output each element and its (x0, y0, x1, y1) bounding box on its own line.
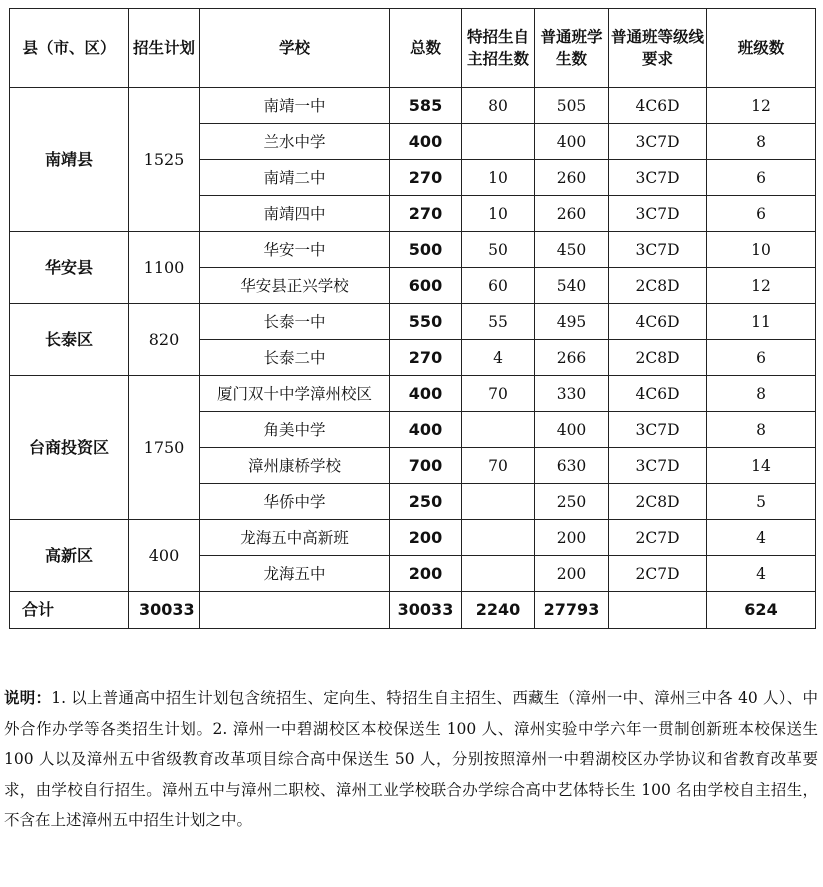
total-cell: 200 (390, 520, 462, 556)
note-label: 说明： (4, 689, 52, 707)
regular-cell: 330 (535, 376, 609, 412)
explanation-note (4, 683, 818, 836)
header-special: 特招生自主招生数 (462, 9, 535, 88)
classes-cell: 6 (707, 196, 816, 232)
school-cell: 厦门双十中学漳州校区 (200, 376, 390, 412)
plan-cell: 400 (129, 520, 200, 592)
plan-cell: 1750 (129, 376, 200, 520)
regular-cell: 250 (535, 484, 609, 520)
school-cell: 华侨中学 (200, 484, 390, 520)
summary-regular: 27793 (535, 592, 609, 629)
regular-cell: 200 (535, 556, 609, 592)
special-cell (462, 556, 535, 592)
special-cell: 80 (462, 88, 535, 124)
summary-row (10, 592, 816, 629)
note-text: 1. 以上普通高中招生计划包含统招生、定向生、特招生自主招生、西藏生（漳州一中、漳州三中各 40 人）、中外合作办学等各类招生计划。2. 漳州一中碧湖校区本校保送生 100 人、漳州实验中学六年一贯制创新班本校保送生 100 人以及漳州五中省级教育改革项目综合高中保送生 50 人，分别按照漳州一中碧湖校区办学协议和省教育改革要求，由学校自行招生。漳州五中与漳州二职校、漳州工业学校联合办学综合高中艺体特长生 100 名由学校自主招生，不含在上述漳州五中招生计划之中。 (4, 689, 818, 829)
summary-school (200, 592, 390, 629)
table-header-row (10, 9, 816, 88)
table-body (10, 88, 816, 629)
classes-cell: 4 (707, 556, 816, 592)
classes-cell: 6 (707, 340, 816, 376)
grade-req-cell: 4C6D (609, 376, 707, 412)
school-cell: 兰水中学 (200, 124, 390, 160)
special-cell: 55 (462, 304, 535, 340)
county-cell: 高新区 (10, 520, 129, 592)
header-classes: 班级数 (707, 9, 816, 88)
header-grade-req: 普通班等级线要求 (609, 9, 707, 88)
header-county: 县（市、区） (10, 9, 129, 88)
total-cell: 700 (390, 448, 462, 484)
special-cell (462, 412, 535, 448)
regular-cell: 266 (535, 340, 609, 376)
classes-cell: 10 (707, 232, 816, 268)
special-cell (462, 520, 535, 556)
header-regular: 普通班学生数 (535, 9, 609, 88)
regular-cell: 400 (535, 124, 609, 160)
total-cell: 400 (390, 412, 462, 448)
grade-req-cell: 2C8D (609, 484, 707, 520)
grade-req-cell: 4C6D (609, 304, 707, 340)
total-cell: 250 (390, 484, 462, 520)
special-cell (462, 124, 535, 160)
table-row (10, 304, 816, 340)
special-cell: 70 (462, 376, 535, 412)
regular-cell: 495 (535, 304, 609, 340)
classes-cell: 8 (707, 412, 816, 448)
header-school: 学校 (200, 9, 390, 88)
special-cell: 4 (462, 340, 535, 376)
regular-cell: 630 (535, 448, 609, 484)
total-cell: 550 (390, 304, 462, 340)
grade-req-cell: 2C7D (609, 556, 707, 592)
special-cell: 50 (462, 232, 535, 268)
special-cell: 10 (462, 160, 535, 196)
school-cell: 华安县正兴学校 (200, 268, 390, 304)
grade-req-cell: 2C7D (609, 520, 707, 556)
classes-cell: 12 (707, 268, 816, 304)
classes-cell: 14 (707, 448, 816, 484)
school-cell: 角美中学 (200, 412, 390, 448)
total-cell: 270 (390, 340, 462, 376)
classes-cell: 4 (707, 520, 816, 556)
special-cell: 60 (462, 268, 535, 304)
special-cell (462, 484, 535, 520)
total-cell: 400 (390, 376, 462, 412)
summary-classes: 624 (707, 592, 816, 629)
classes-cell: 12 (707, 88, 816, 124)
school-cell: 南靖一中 (200, 88, 390, 124)
summary-label: 合计 (10, 592, 129, 629)
school-cell: 漳州康桥学校 (200, 448, 390, 484)
total-cell: 200 (390, 556, 462, 592)
classes-cell: 6 (707, 160, 816, 196)
plan-cell: 1100 (129, 232, 200, 304)
grade-req-cell: 4C6D (609, 88, 707, 124)
school-cell: 南靖二中 (200, 160, 390, 196)
plan-cell: 1525 (129, 88, 200, 232)
school-cell: 龙海五中 (200, 556, 390, 592)
total-cell: 585 (390, 88, 462, 124)
county-cell: 长泰区 (10, 304, 129, 376)
regular-cell: 400 (535, 412, 609, 448)
total-cell: 600 (390, 268, 462, 304)
classes-cell: 8 (707, 376, 816, 412)
grade-req-cell: 2C8D (609, 340, 707, 376)
summary-grade-req (609, 592, 707, 629)
grade-req-cell: 3C7D (609, 196, 707, 232)
county-cell: 华安县 (10, 232, 129, 304)
school-cell: 南靖四中 (200, 196, 390, 232)
school-cell: 长泰二中 (200, 340, 390, 376)
grade-req-cell: 3C7D (609, 160, 707, 196)
grade-req-cell: 3C7D (609, 124, 707, 160)
table-row (10, 520, 816, 556)
grade-req-cell: 3C7D (609, 412, 707, 448)
regular-cell: 505 (535, 88, 609, 124)
header-total: 总数 (390, 9, 462, 88)
regular-cell: 450 (535, 232, 609, 268)
school-cell: 龙海五中高新班 (200, 520, 390, 556)
county-cell: 台商投资区 (10, 376, 129, 520)
total-cell: 270 (390, 196, 462, 232)
table-row (10, 232, 816, 268)
total-cell: 400 (390, 124, 462, 160)
plan-cell: 820 (129, 304, 200, 376)
total-cell: 500 (390, 232, 462, 268)
grade-req-cell: 2C8D (609, 268, 707, 304)
summary-special: 2240 (462, 592, 535, 629)
grade-req-cell: 3C7D (609, 448, 707, 484)
regular-cell: 540 (535, 268, 609, 304)
grade-req-cell: 3C7D (609, 232, 707, 268)
summary-total: 30033 (390, 592, 462, 629)
summary-plan: 30033 (129, 592, 200, 629)
header-plan: 招生计划 (129, 9, 200, 88)
special-cell: 70 (462, 448, 535, 484)
special-cell: 10 (462, 196, 535, 232)
regular-cell: 200 (535, 520, 609, 556)
table-row (10, 376, 816, 412)
classes-cell: 8 (707, 124, 816, 160)
total-cell: 270 (390, 160, 462, 196)
enrollment-plan-table (9, 8, 816, 629)
school-cell: 华安一中 (200, 232, 390, 268)
county-cell: 南靖县 (10, 88, 129, 232)
classes-cell: 11 (707, 304, 816, 340)
school-cell: 长泰一中 (200, 304, 390, 340)
regular-cell: 260 (535, 196, 609, 232)
classes-cell: 5 (707, 484, 816, 520)
table-row (10, 88, 816, 124)
regular-cell: 260 (535, 160, 609, 196)
